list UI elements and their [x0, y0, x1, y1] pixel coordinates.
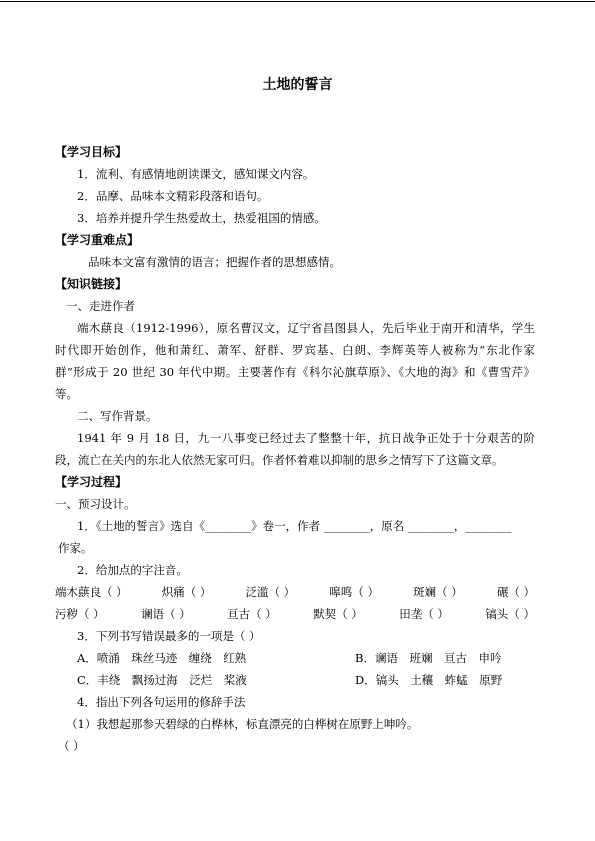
objective-item: 1．流利、有感情地朗读课文，感知课文内容。: [77, 167, 315, 181]
question-4-item: （1）我想起那参天碧绿的白桦林，标直漂亮的白桦树在原野上呻吟。: [66, 717, 419, 731]
pinyin-item: 炽痛（ ）: [161, 585, 212, 599]
option-row: [55, 669, 535, 691]
background-paragraph-line: 段，流亡在关内的东北人依然无家可归。作者怀着难以抑制的思乡之情写下了这篇文章。: [55, 453, 504, 467]
objective-item: 2．品摩、品味本文精彩段落和语句。: [77, 189, 269, 203]
page-title: 土地的誓言: [262, 77, 333, 93]
question-4: 4．指出下列各句运用的修辞手法: [77, 695, 246, 709]
author-paragraph-line: 群”形成于 20 世纪 30 年代中期。主要著作有《科尔沁旗草原》、《大地的海》和《曹雪芹》: [55, 365, 535, 379]
option-row: [55, 647, 535, 669]
option-b: B．谰语 班斓 亘古 申吟: [355, 651, 502, 665]
pinyin-item: 斑斓（ ）: [413, 585, 463, 599]
author-subheading: 一、走进作者: [66, 299, 135, 313]
author-paragraph-line: 时代即开始创作，他和萧红、萧军、舒群、罗宾基、白朗、李辉英等人被称为“东北作家: [55, 343, 535, 357]
pinyin-item: 默契（ ）: [313, 607, 363, 621]
knowledge-heading: 【知识链接】: [55, 277, 128, 291]
document-body: [55, 141, 535, 757]
pinyin-item: 谰语（ ）: [141, 607, 191, 621]
objective-item: 3．培养并提升学生热爱故土，热爱祖国的情感。: [77, 211, 326, 225]
question-1: 1．《土地的誓言》选自《________》卷一，作者 ________，原名 ________，________: [77, 519, 512, 533]
process-heading: 【学习过程】: [55, 475, 128, 489]
preview-subheading: 一、预习设计。: [55, 497, 136, 511]
pinyin-item: 端木蕻良（ ）: [55, 585, 128, 599]
author-paragraph-line: 端木蕻良（1912-1996），原名曹汉文，辽宁省昌图县人，先后毕业于南开和清华，学生: [77, 321, 535, 335]
question-2: 2．给加点的字注音。: [77, 563, 188, 577]
option-d: D．镐头 土穰 蚱蜢 原野: [355, 673, 503, 687]
background-paragraph-line: 1941 年 9 月 18 日，九一八事变已经过去了整整十年，抗日战争正处于十分艰苦的阶: [77, 431, 535, 445]
pinyin-row: [55, 603, 535, 625]
answer-blank: （ ）: [58, 739, 85, 753]
pinyin-item: 镐头（ ）: [485, 607, 535, 621]
pinyin-item: 泛滥（ ）: [245, 585, 296, 599]
author-paragraph-line: 等。: [55, 387, 78, 401]
option-c: C．丰绕 飘扬过海 泛烂 桨液: [77, 673, 247, 687]
objectives-heading: 【学习目标】: [55, 145, 128, 159]
pinyin-item: 碾（ ）: [496, 585, 535, 599]
top-rule: [0, 1, 595, 2]
question-1-continued: 作家。: [58, 541, 93, 555]
pinyin-item: 污秽（ ）: [55, 607, 105, 621]
option-a: A．喷涌 珠丝马迹 缠绕 红熟: [77, 651, 247, 665]
key-points-heading: 【学习重难点】: [55, 233, 140, 247]
question-3: 3．下列书写错误最多的一项是（ ）: [77, 629, 261, 643]
key-points-text: 品味本文富有激情的语言；把握作者的思想感情。: [88, 255, 341, 269]
pinyin-item: 亘古（ ）: [227, 607, 277, 621]
background-subheading: 二、写作背景。: [77, 409, 158, 423]
pinyin-item: 嗥鸣（ ）: [329, 585, 379, 599]
pinyin-row: [55, 581, 535, 603]
pinyin-item: 田垄（ ）: [399, 607, 449, 621]
